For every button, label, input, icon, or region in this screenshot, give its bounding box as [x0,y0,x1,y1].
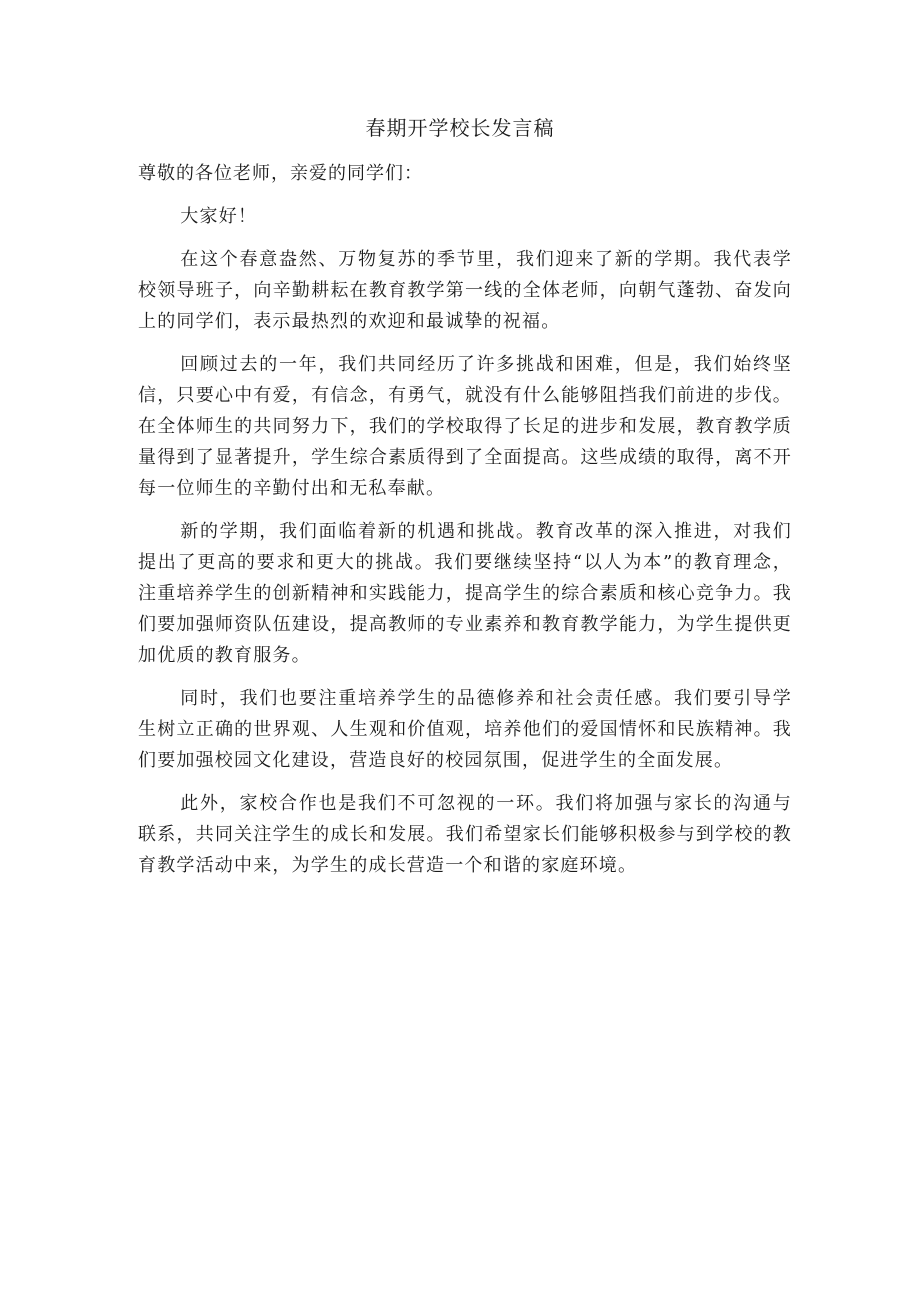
document-title: 春期开学校长发言稿 [365,116,555,140]
paragraph-home-school: 此外，家校合作也是我们不可忽视的一环。我们将加强与家长的沟通与联系，共同关注学生的成长和发展。我们希望家长们能够积极参与到学校的教育教学活动中来，为学生的成长营造一个和谐的家庭环境。 [138,793,792,876]
paragraph-moral-education: 同时，我们也要注重培养学生的品德修养和社会责任感。我们要引导学生树立正确的世界观、人生观和价值观，培养他们的爱国情怀和民族精神。我们要加强校园文化建设，营造良好的校园氛围，促进学生的全面发展。 [138,688,792,771]
paragraph-new-semester: 新的学期，我们面临着新的机遇和挑战。教育改革的深入推进，对我们提出了更高的要求和更大的挑战。我们要继续坚持“以人为本”的教育理念，注重培养学生的创新精神和实践能力，提高学生的综合素质和核心竞争力。我们要加强师资队伍建设，提高教师的专业素养和教育教学能力，为学生提供更加优质的教育服务。 [138,521,792,666]
paragraph-welcome: 在这个春意盎然、万物复苏的季节里，我们迎来了新的学期。我代表学校领导班子，向辛勤耕耘在教育教学第一线的全体老师，向朝气蓬勃、奋发向上的同学们，表示最热烈的欢迎和最诚挚的祝福。 [138,249,792,332]
document-body [138,158,792,893]
paragraph-greeting: 大家好！ [180,206,258,227]
paragraph-review: 回顾过去的一年，我们共同经历了许多挑战和困难，但是，我们始终坚信，只要心中有爱，有信念，有勇气，就没有什么能够阻挡我们前进的步伐。在全体师生的共同努力下，我们的学校取得了长足的进步和发展，教育教学质量得到了显著提升，学生综合素质得到了全面提高。这些成绩的取得，离不开每一位师生的辛勤付出和无私奉献。 [138,354,792,499]
salutation: 尊敬的各位老师，亲爱的同学们： [138,163,423,184]
